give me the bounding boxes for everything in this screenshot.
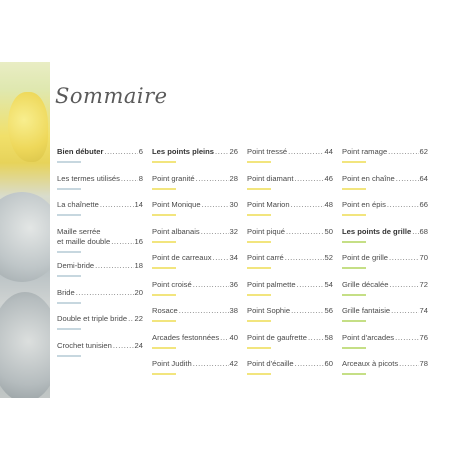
toc-entry-row <box>247 227 333 237</box>
toc-entry-row <box>342 174 428 184</box>
toc-page-number: 62 <box>419 147 428 156</box>
toc-entry-row <box>247 200 333 210</box>
toc-page-number: 26 <box>229 147 238 156</box>
dot-leader <box>308 333 324 343</box>
toc-entry[interactable] <box>342 200 428 210</box>
section-color-bar <box>342 347 366 349</box>
toc-entry-label: Point croisé <box>152 279 192 289</box>
toc-page-number: 68 <box>419 226 428 236</box>
toc-entry-label: Les points de grille <box>342 226 412 236</box>
dot-leader <box>294 174 323 184</box>
dot-leader <box>113 341 134 351</box>
toc-entry-label: Point albanais <box>152 226 200 236</box>
toc-entry-label: Point diamant <box>247 173 294 183</box>
section-color-bar <box>247 373 271 375</box>
toc-entry-label-line: Maille serrée <box>57 226 101 236</box>
toc-page-number: 24 <box>134 340 143 350</box>
section-color-bar <box>247 214 271 216</box>
section-color-bar <box>57 302 81 304</box>
toc-entry[interactable] <box>342 280 428 290</box>
toc-entry-row <box>57 288 143 298</box>
toc-page-number: 32 <box>229 226 238 236</box>
toc-entry-label: Point d'arcades <box>342 332 395 342</box>
toc-entry-row <box>247 333 333 343</box>
toc-entry-row <box>57 147 143 157</box>
toc-entry-row <box>342 306 428 316</box>
toc-page-number: 48 <box>324 200 333 209</box>
section-color-bar <box>57 251 81 253</box>
toc-entry[interactable] <box>342 147 428 157</box>
yellow-yarn <box>8 92 48 162</box>
toc-page-number: 20 <box>134 287 143 297</box>
section-color-bar <box>152 373 176 375</box>
toc-entry-row <box>152 147 238 157</box>
section-color-bar <box>342 373 366 375</box>
toc-entry-label: Point de carreaux <box>152 253 212 262</box>
toc-entry-row <box>152 174 238 184</box>
toc-entry-row <box>342 253 428 263</box>
dot-leader <box>121 174 138 184</box>
toc-entry-label: Grille décalée <box>342 279 389 289</box>
toc-entry[interactable] <box>152 280 238 290</box>
toc-entry-label: et maille double <box>57 236 111 246</box>
section-color-bar <box>247 188 271 190</box>
toc-page-number: 56 <box>324 306 333 315</box>
dot-leader <box>389 280 418 290</box>
toc-entry-row <box>342 200 428 210</box>
toc-entry[interactable] <box>247 174 333 184</box>
dot-leader <box>387 200 419 210</box>
toc-entry[interactable] <box>57 227 143 247</box>
toc-entry[interactable] <box>57 314 143 324</box>
toc-entry-row <box>152 253 238 263</box>
page-title: Sommaire <box>55 84 168 108</box>
toc-entry[interactable] <box>247 200 333 210</box>
dot-leader <box>286 227 324 237</box>
dot-leader <box>202 200 229 210</box>
section-color-bar <box>342 294 366 296</box>
toc-entry-label: Point Sophie <box>247 306 291 315</box>
toc-page-number: 72 <box>419 279 428 289</box>
toc-entry-row <box>247 306 333 316</box>
toc-section-heading[interactable] <box>57 147 143 157</box>
toc-entry-row <box>247 280 333 290</box>
toc-entry-label: Point palmette <box>247 279 296 289</box>
toc-entry-row <box>152 333 238 343</box>
toc-entry[interactable] <box>342 253 428 263</box>
section-color-bar <box>152 347 176 349</box>
toc-entry-label: Bien débuter <box>57 147 104 156</box>
toc-entry[interactable] <box>57 200 143 210</box>
dot-leader <box>412 227 418 237</box>
toc-entry-label: Bride <box>57 287 75 297</box>
toc-page-number: 6 <box>138 147 143 156</box>
toc-page-number: 34 <box>229 253 238 262</box>
toc-entry-row <box>152 227 238 237</box>
toc-entry-label: Point Marion <box>247 200 290 209</box>
dot-leader <box>285 253 324 263</box>
dot-leader <box>193 359 229 369</box>
section-color-bar <box>57 188 81 190</box>
section-color-bar <box>152 214 176 216</box>
toc-page-number: 44 <box>324 147 333 156</box>
dot-leader <box>95 261 133 271</box>
section-color-bar <box>342 214 366 216</box>
section-color-bar <box>57 275 81 277</box>
toc-page-number: 30 <box>229 200 238 209</box>
toc-entry[interactable] <box>247 333 333 343</box>
toc-page-number: 54 <box>324 279 333 289</box>
toc-entry-label: Rosace <box>152 306 178 315</box>
toc-page-number: 46 <box>324 173 333 183</box>
section-color-bar <box>342 161 366 163</box>
section-color-bar <box>152 294 176 296</box>
toc-entry-label: Grille fantaisie <box>342 306 391 315</box>
toc-page-number: 50 <box>324 226 333 236</box>
section-color-bar <box>247 320 271 322</box>
toc-entry[interactable] <box>57 261 143 271</box>
dot-leader <box>100 200 134 210</box>
toc-entry-row <box>342 227 428 237</box>
dot-leader <box>291 306 323 316</box>
toc-entry-label: Point ramage <box>342 147 388 156</box>
dot-leader <box>288 147 323 157</box>
toc-entry[interactable] <box>247 227 333 237</box>
toc-entry-row <box>152 306 238 316</box>
toc-page-number: 18 <box>134 261 143 270</box>
yarn-photo <box>0 62 50 398</box>
toc-page-number: 14 <box>134 200 143 209</box>
toc-page-number: 52 <box>324 253 333 262</box>
toc-entry[interactable] <box>247 306 333 316</box>
toc-entry-label: Point d'écaille <box>247 359 294 368</box>
section-color-bar <box>57 328 81 330</box>
dot-leader <box>395 333 418 343</box>
dot-leader <box>388 147 418 157</box>
toc-entry-row <box>247 147 333 157</box>
toc-entry-row <box>152 200 238 210</box>
toc-page-number: 70 <box>419 253 428 262</box>
toc-page-number: 42 <box>229 359 238 368</box>
section-color-bar <box>152 188 176 190</box>
toc-entry[interactable] <box>57 288 143 298</box>
toc-entry[interactable] <box>152 306 238 316</box>
toc-entry-label: Point de grille <box>342 253 389 262</box>
toc-entry-label: Point en épis <box>342 200 386 209</box>
dot-leader <box>399 359 418 369</box>
toc-entry-row <box>247 359 333 369</box>
dot-leader <box>291 200 324 210</box>
dot-leader <box>220 333 228 343</box>
dot-leader <box>111 237 133 247</box>
dot-leader <box>215 147 229 157</box>
toc-entry-label: Point granité <box>152 173 195 183</box>
white-yarn-ball <box>0 292 50 398</box>
white-yarn-ball <box>0 192 50 282</box>
toc-entry[interactable] <box>342 359 428 369</box>
toc-entry[interactable] <box>57 174 143 184</box>
toc-entry[interactable] <box>57 341 143 351</box>
dot-leader <box>297 280 324 290</box>
toc-entry-label: Point carré <box>247 253 284 262</box>
toc-page-number: 40 <box>229 332 238 342</box>
toc-entry-label: Les termes utilisés <box>57 173 120 183</box>
dot-leader <box>213 253 229 263</box>
toc-entry-row <box>247 253 333 263</box>
dot-leader <box>389 253 419 263</box>
toc-entry-row <box>57 174 143 184</box>
section-color-bar <box>57 214 81 216</box>
toc-entry-label: Les points pleins <box>152 147 215 156</box>
toc-section-heading[interactable] <box>152 147 238 157</box>
toc-entry-label: Crochet tunisien <box>57 340 112 350</box>
dot-leader <box>179 306 229 316</box>
dot-leader <box>391 306 418 316</box>
dot-leader <box>76 288 134 298</box>
toc-entry[interactable] <box>247 253 333 263</box>
toc-section-heading[interactable] <box>342 227 428 237</box>
toc-entry[interactable] <box>152 359 238 369</box>
section-color-bar <box>342 267 366 269</box>
toc-entry-row <box>57 314 143 324</box>
toc-entry[interactable] <box>152 200 238 210</box>
toc-entry-row <box>57 261 143 271</box>
toc-entry-row <box>57 200 143 210</box>
section-color-bar <box>342 188 366 190</box>
section-color-bar <box>342 241 366 243</box>
section-color-bar <box>247 294 271 296</box>
toc-page-number: 64 <box>419 173 428 183</box>
toc-entry-label: Point Monique <box>152 200 201 209</box>
dot-leader <box>193 280 229 290</box>
section-color-bar <box>152 320 176 322</box>
toc-page-number: 78 <box>419 359 428 368</box>
toc-entry-label: Double et triple bride <box>57 314 128 323</box>
toc-entry-row <box>152 359 238 369</box>
section-color-bar <box>152 241 176 243</box>
toc-page-number: 76 <box>419 332 428 342</box>
toc-entry[interactable] <box>342 333 428 343</box>
dot-leader <box>128 314 133 324</box>
toc-entry[interactable] <box>152 333 238 343</box>
toc-entry-row <box>247 174 333 184</box>
toc-entry[interactable] <box>342 306 428 316</box>
toc-page-number: 8 <box>138 173 143 183</box>
toc-page-number: 36 <box>229 279 238 289</box>
toc-entry[interactable] <box>152 174 238 184</box>
toc-page-number: 74 <box>419 306 428 315</box>
section-color-bar <box>247 161 271 163</box>
dot-leader <box>196 174 229 184</box>
toc-page-number: 60 <box>324 359 333 368</box>
toc-entry[interactable] <box>247 280 333 290</box>
section-color-bar <box>247 241 271 243</box>
toc-page-number: 16 <box>134 236 143 246</box>
toc-entry[interactable] <box>342 174 428 184</box>
toc-entry-row <box>342 147 428 157</box>
section-color-bar <box>57 161 81 163</box>
toc-entry-label: Arceaux à picots <box>342 359 399 368</box>
section-color-bar <box>57 355 81 357</box>
toc-entry-row <box>57 341 143 351</box>
toc-page-number: 28 <box>229 173 238 183</box>
toc-page-number: 66 <box>419 200 428 209</box>
toc-page-number: 58 <box>324 332 333 342</box>
section-color-bar <box>247 347 271 349</box>
toc-entry-label: Point de gaufrette <box>247 332 307 342</box>
toc-entry[interactable] <box>247 147 333 157</box>
toc-entry-label: La chaînette <box>57 200 99 209</box>
toc-entry-label: Point piqué <box>247 226 285 236</box>
toc-entry[interactable] <box>247 359 333 369</box>
toc-page-number: 38 <box>229 306 238 315</box>
toc-entry[interactable] <box>152 253 238 263</box>
toc-entry-label: Point tressé <box>247 147 288 156</box>
section-color-bar <box>342 320 366 322</box>
section-color-bar <box>152 161 176 163</box>
toc-entry-row <box>57 237 143 247</box>
toc-entry-label: Point en chaîne <box>342 173 395 183</box>
toc-entry[interactable] <box>152 227 238 237</box>
toc-entry-row <box>342 359 428 369</box>
section-color-bar <box>152 267 176 269</box>
toc-entry-row <box>342 333 428 343</box>
toc-entry-row <box>152 280 238 290</box>
toc-entry-row <box>342 280 428 290</box>
dot-leader <box>104 147 137 157</box>
section-color-bar <box>247 267 271 269</box>
dot-leader <box>396 174 419 184</box>
dot-leader <box>295 359 324 369</box>
toc-entry-label: Demi-bride <box>57 261 95 270</box>
toc-entry-label: Arcades festonnées <box>152 332 220 342</box>
toc-page-number: 22 <box>134 314 143 323</box>
dot-leader <box>201 227 229 237</box>
toc-entry-label: Point Judith <box>152 359 192 368</box>
